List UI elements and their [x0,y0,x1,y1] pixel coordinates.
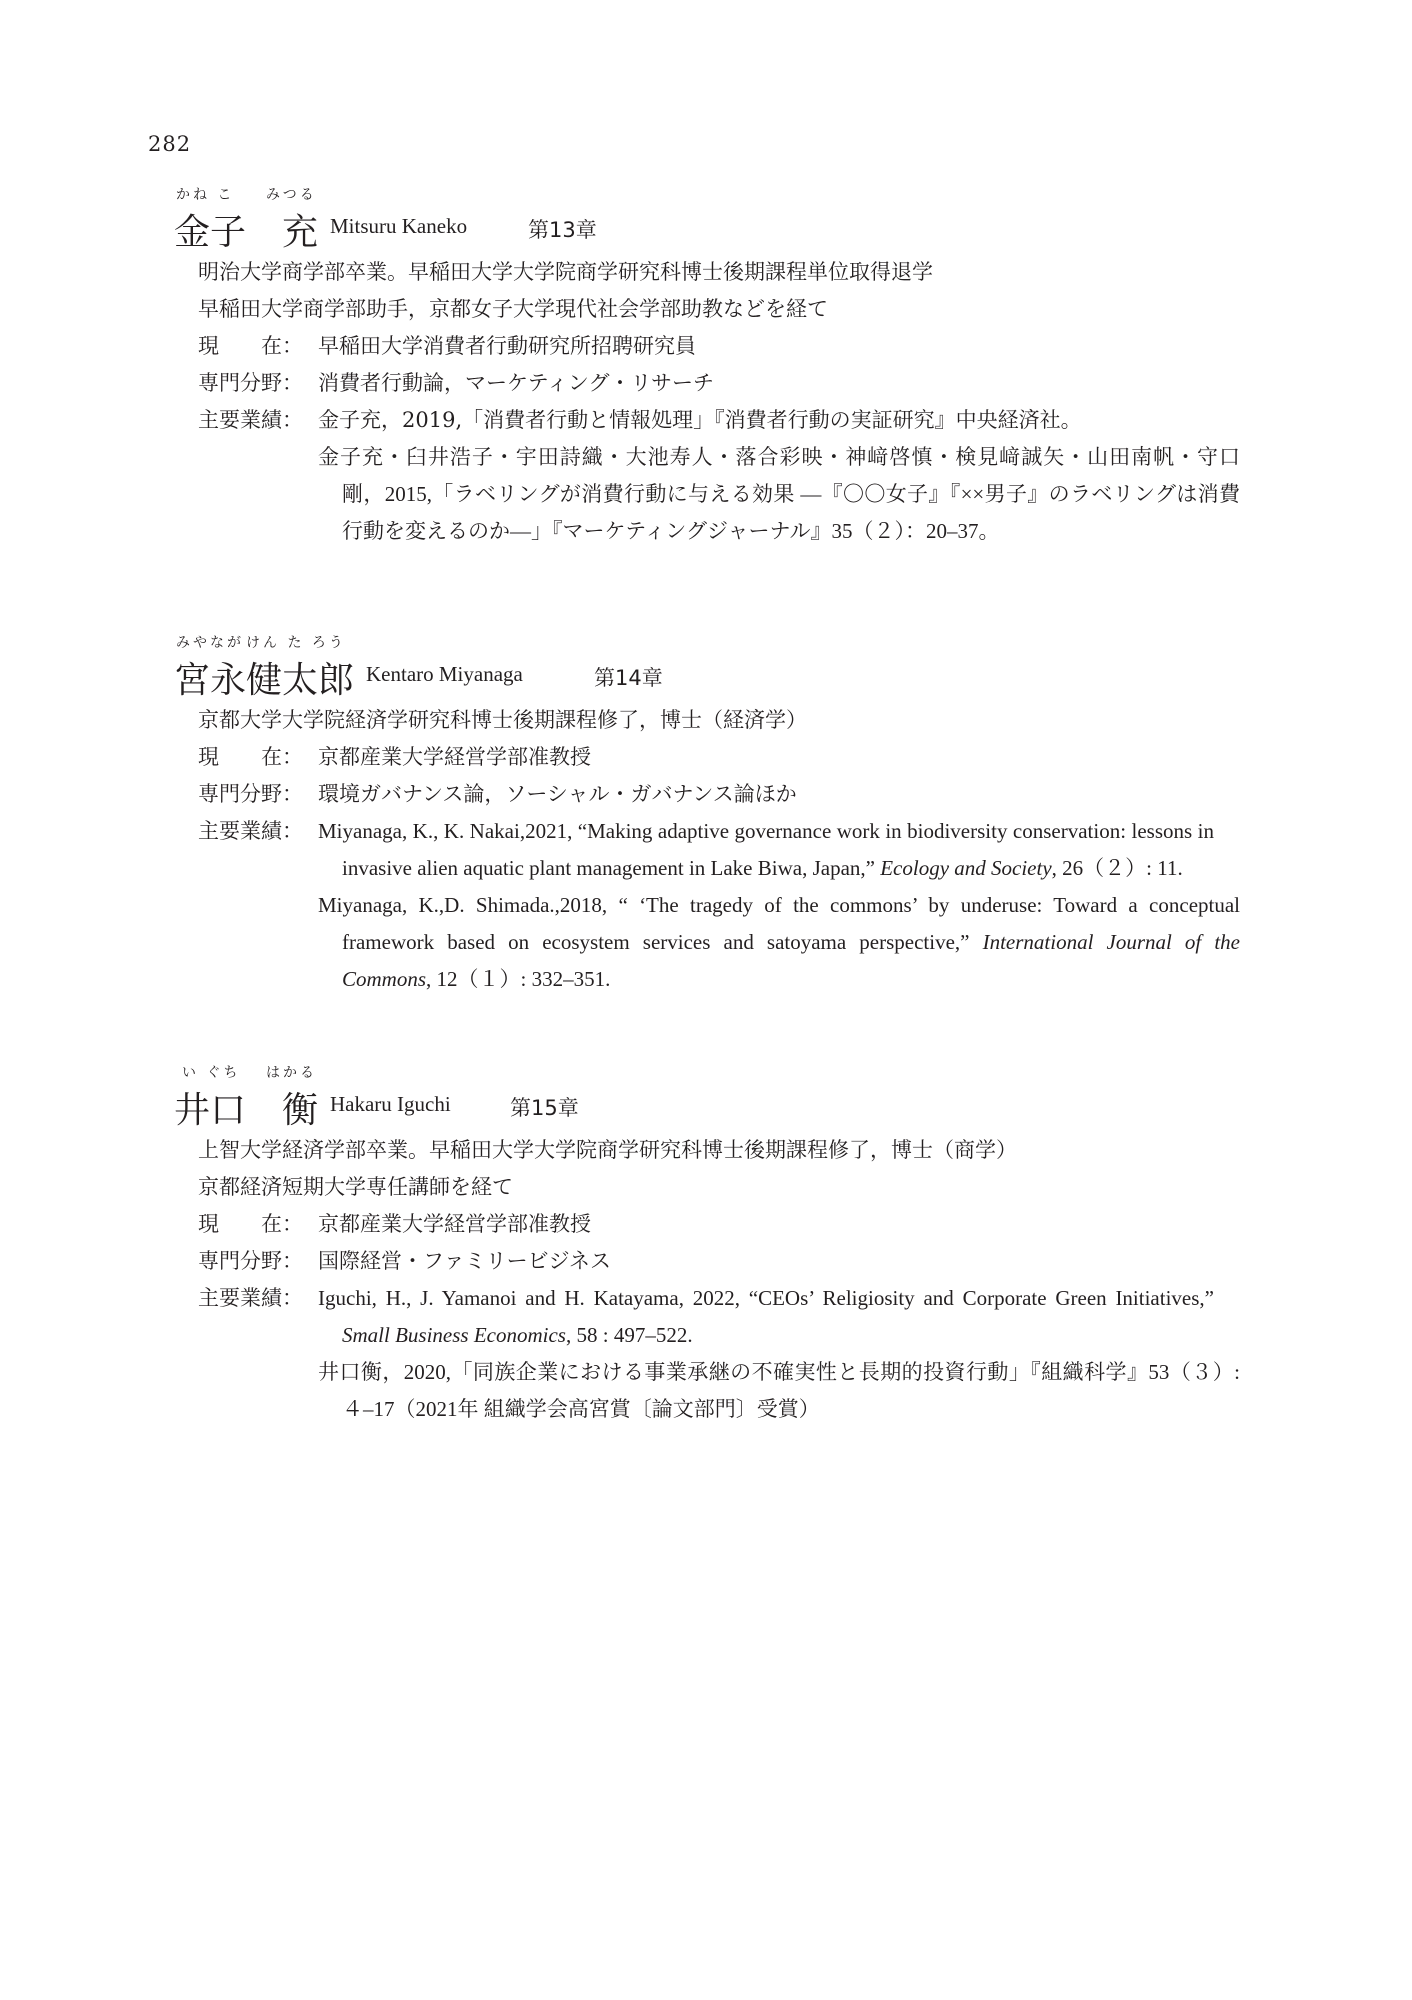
field-label: 専門分野： [198,782,303,806]
career-line: 早稲田大学商学部助手，京都女子大学現代社会学部助教などを経て [198,297,828,321]
current-position-row [198,739,1214,776]
author-roman-name: Mitsuru Kaneko [330,214,468,238]
current-value: 京都産業大学経営学部准教授 [318,1212,591,1236]
current-label: 現 在： [198,745,303,769]
publication: 金子充，2019,「消費者行動と情報処理」『消費者行動の実証研究』中央経済社。 [318,408,1082,432]
field-row [198,776,1214,813]
publication-text: Iguchi, H., J. Yamanoi and H. Katayama, 2022, “CEOs’ Religiosity and Corporate Green Initiatives,” [318,1286,1214,1310]
name-ruby [174,1062,1214,1084]
author-roman-name: Hakaru Iguchi [330,1092,451,1116]
current-label: 現 在： [198,334,303,358]
works-row [198,402,1214,439]
name-line [174,1084,1214,1131]
career-line: 京都経済短期大学専任講師を経て [198,1175,513,1199]
page-number: 282 [148,132,192,156]
journal-title: International Journal of the Commons [342,930,1240,991]
current-position-row [198,328,1214,365]
publication-volume: , 12（１）: 332‒351. [426,967,611,991]
author-roman-name: Kentaro Miyanaga [366,662,523,686]
publication-text: Miyanaga, K., K. Nakai,2021, “Making adaptive governance work in biodiversity conservation: lessons in invasive alien aquatic plant management in Lake Biwa, Japan,” [318,819,1214,880]
field-value: 国際経営・ファミリービジネス [318,1249,611,1273]
publication-volume: , 58 : 497‒522. [565,1323,693,1347]
works-label: 主要業績： [198,819,303,843]
field-row [198,365,1214,402]
journal-title: Small Business Economics [342,1323,566,1347]
ruby-given: けん た ろう [246,635,346,651]
author-body [198,1132,1240,1428]
career-line: 京都大学大学院経済学研究科博士後期課程修了，博士（経済学） [198,708,807,732]
publication-text: Miyanaga, K.,D. Shimada.,2018, “ ‘The tragedy of the commons’ by underuse: Toward a conceptual framework based on ecosystem services and satoyama perspective,” [318,893,1240,954]
ruby-family: かね こ [176,187,235,203]
publication [318,1280,1214,1354]
author-body [198,254,1240,550]
field-value: 環境ガバナンス論，ソーシャル・ガバナンス論ほか [318,782,797,806]
works-label: 主要業績： [198,408,303,432]
chapter-label: 第13章 [528,218,597,242]
publication: 金子充・臼井浩子・宇田詩織・大池寿人・落合彩映・神﨑啓慎・検見﨑誠矢・山田南帆・守口剛，2015,「ラベリングが消費行動に与える効果 ―『〇〇女子』『××男子』のラベリングは消費行動を変えるのか―」『マーケティングジャーナル』35（２）：20‒37。 [318,445,1240,543]
ruby-given: みつる [266,187,317,203]
field-value: 消費者行動論，マーケティング・リサーチ [318,371,715,395]
current-label: 現 在： [198,1212,303,1236]
career-line: 明治大学商学部卒業。早稲田大学大学院商学研究科博士後期課程単位取得退学 [198,260,933,284]
publication: 井口衡，2020,「同族企業における事業承継の不確実性と長期的投資行動」『組織科学』53（３）: ４‒17（2021年 組織学会高宮賞〔論文部門〕受賞） [318,1360,1240,1421]
ruby-family: い ぐち [182,1065,241,1081]
journal-title: Ecology and Society [880,856,1052,880]
chapter-label: 第14章 [594,666,663,690]
author-entry-miyanaga [174,632,1240,998]
ruby-given: はかる [266,1065,317,1081]
publication [318,887,1240,998]
works-label: 主要業績： [198,1286,303,1310]
author-entry-iguchi [174,1062,1240,1428]
field-row [198,1243,1214,1280]
field-label: 専門分野： [198,1249,303,1273]
current-position-row [198,1206,1214,1243]
author-name: 金子 充 [174,212,319,253]
name-ruby [174,632,1214,654]
publication [318,813,1214,887]
author-name: 井口 衡 [174,1090,319,1131]
name-line [174,206,1214,253]
author-name: 宮永健太郎 [174,660,355,701]
name-ruby [174,184,1214,206]
author-body [198,702,1240,998]
current-value: 早稲田大学消費者行動研究所招聘研究員 [318,334,696,358]
works-row [198,1280,1214,1354]
name-line [174,654,1214,701]
current-value: 京都産業大学経営学部准教授 [318,745,591,769]
field-label: 専門分野： [198,371,303,395]
works-row [198,813,1214,887]
chapter-label: 第15章 [510,1096,579,1120]
publication-volume: , 26（２）: 11. [1051,856,1183,880]
ruby-family: みやなが [176,635,244,651]
author-entry-kaneko [174,184,1240,550]
career-line: 上智大学経済学部卒業。早稲田大学大学院商学研究科博士後期課程修了，博士（商学） [198,1138,1017,1162]
